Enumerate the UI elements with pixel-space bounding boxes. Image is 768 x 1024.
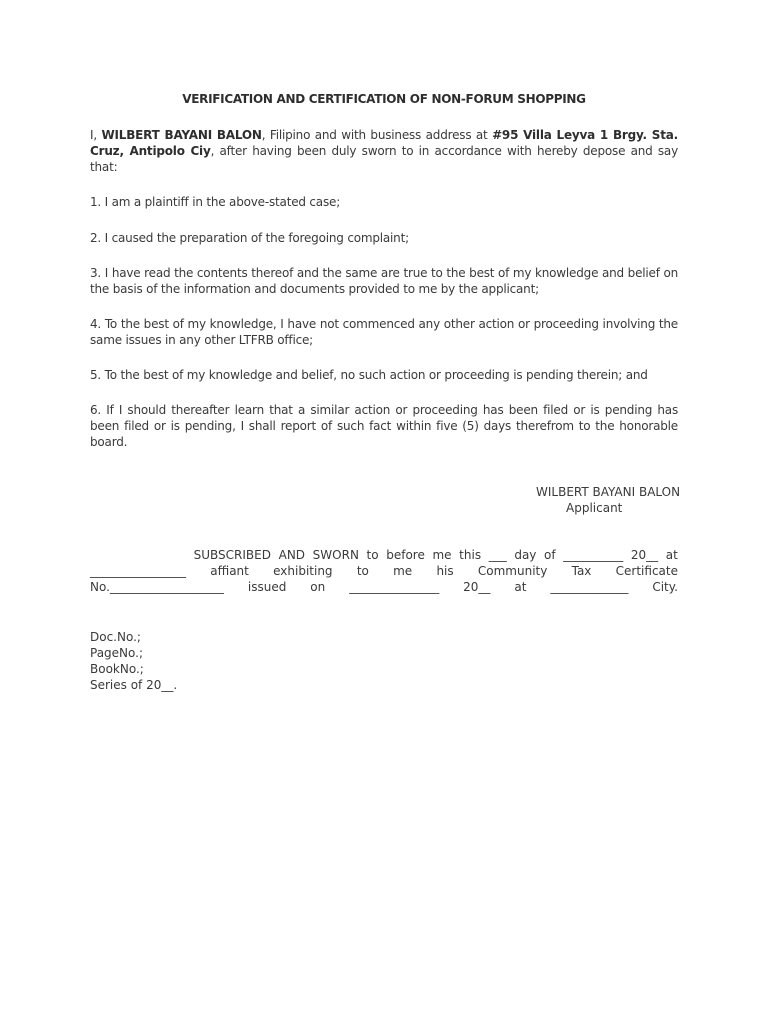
- jurat-word: to: [356, 564, 369, 578]
- jurat-blank: ________________: [90, 564, 186, 578]
- intro-suffix: , after having been duly sworn to in accordance with hereby depose and say that:: [90, 144, 678, 174]
- jurat-word: affiant: [210, 564, 249, 578]
- signatory-name: WILBERT BAYANI BALON: [536, 485, 681, 499]
- jurat-word: at: [514, 580, 527, 594]
- jurat-word: me: [393, 564, 413, 578]
- page-no-label: PageNo.;: [90, 646, 144, 660]
- jurat-year: 20__: [630, 548, 659, 562]
- jurat-word: on: [310, 580, 326, 594]
- jurat-word: day: [514, 548, 537, 562]
- book-no-label: BookNo.;: [90, 662, 144, 676]
- jurat-word: this: [459, 548, 482, 562]
- intro-mid: , Filipino and with business address at: [261, 128, 493, 142]
- jurat-word: before: [386, 548, 425, 562]
- jurat-word: Tax: [571, 564, 592, 578]
- jurat-word: exhibiting: [273, 564, 333, 578]
- deposition-item-5: 5. To the best of my knowledge and belief, no such action or proceeding is pending therein; and: [90, 368, 648, 382]
- jurat-word: to: [366, 548, 379, 562]
- deposition-item-1: 1. I am a plaintiff in the above-stated case;: [90, 195, 341, 209]
- jurat-word: SWORN: [312, 548, 359, 562]
- series-label: Series of 20__.: [90, 678, 178, 692]
- deposition-item-2: 2. I caused the preparation of the foregoing complaint;: [90, 231, 409, 245]
- document-page: [90, 0, 681, 1024]
- intro-prefix: I,: [90, 128, 102, 142]
- jurat-year: 20__: [463, 580, 491, 594]
- jurat-line-2: [90, 563, 678, 579]
- jurat-blank: _______________: [349, 580, 440, 594]
- jurat-blank: __________: [563, 548, 624, 562]
- affiant-name: WILBERT BAYANI BALON: [101, 128, 262, 142]
- jurat-line-3: [90, 579, 678, 595]
- jurat-blank: No.___________________: [90, 580, 224, 594]
- jurat-blank: ___: [488, 548, 507, 562]
- jurat-word: at: [665, 548, 678, 562]
- doc-no-label: Doc.No.;: [90, 630, 141, 644]
- jurat-word: City.: [652, 580, 678, 594]
- jurat-line-1: [90, 547, 678, 563]
- jurat-word: his: [436, 564, 454, 578]
- deposition-item-4: 4. To the best of my knowledge, I have not commenced any other action or proceeding involving the same issues in any other LTFRB office;: [90, 317, 678, 347]
- deposition-item-6: 6. If I should thereafter learn that a similar action or proceeding has been filed or is pending has been filed or is pending, I shall report of such fact within five (5) days therefrom to the honorable board.: [90, 403, 678, 449]
- jurat-word: Community: [477, 564, 548, 578]
- jurat-word: issued: [247, 580, 287, 594]
- jurat-word: SUBSCRIBED: [193, 548, 271, 562]
- jurat-word: AND: [278, 548, 306, 562]
- jurat-indent: [90, 547, 186, 563]
- deposition-item-3: 3. I have read the contents thereof and the same are true to the best of my knowledge and belief on the basis of the information and documents provided to me by the applicant;: [90, 266, 678, 296]
- jurat-word: me: [432, 548, 452, 562]
- document-title: VERIFICATION AND CERTIFICATION OF NON-FORUM SHOPPING: [182, 92, 586, 106]
- intro-paragraph: [90, 127, 678, 175]
- jurat-block: [90, 547, 678, 595]
- jurat-word: of: [544, 548, 556, 562]
- notarial-register-block: [90, 629, 177, 693]
- jurat-word: Certificate: [615, 564, 678, 578]
- jurat-blank: _____________: [550, 580, 629, 594]
- business-address: #95 Villa Leyva 1 Brgy. Sta. Cruz, Antipolo Ciy: [90, 128, 679, 158]
- signatory-role: Applicant: [566, 501, 623, 515]
